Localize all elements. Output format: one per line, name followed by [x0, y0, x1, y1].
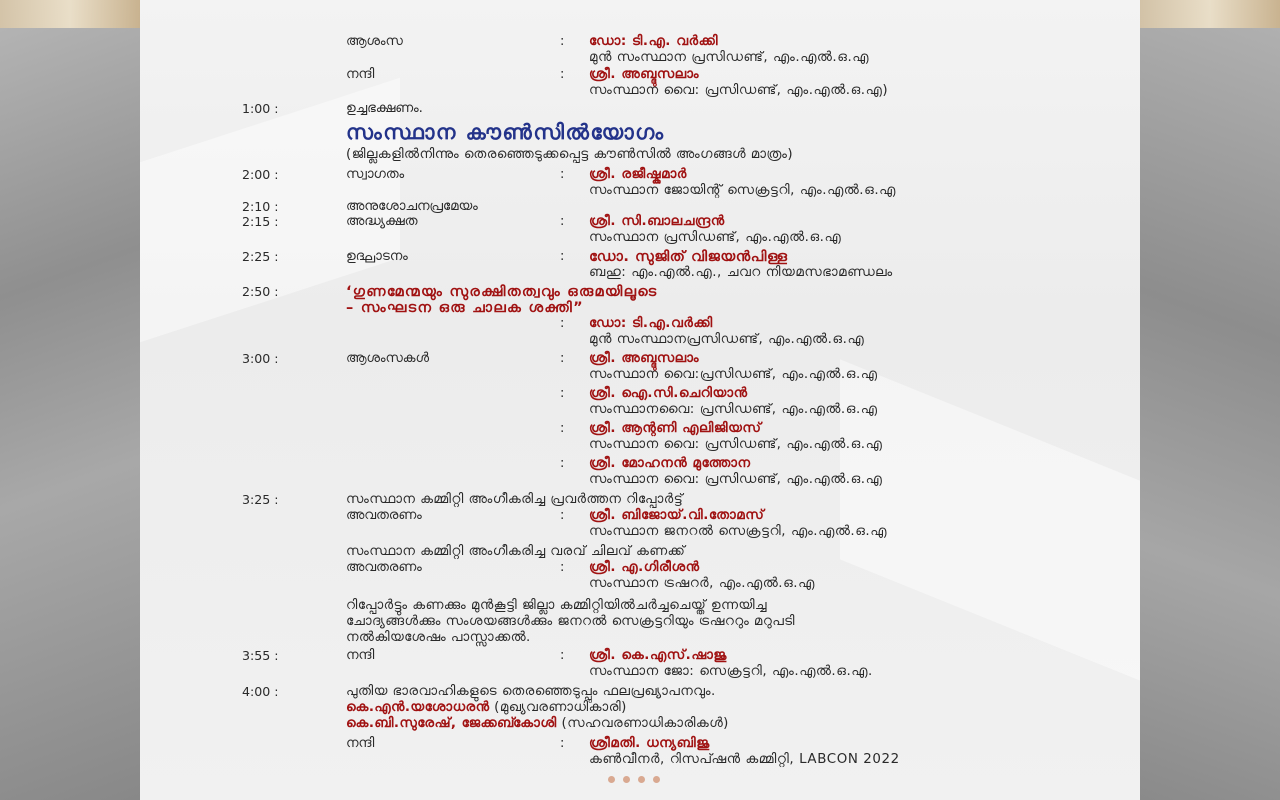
row-colon: :	[560, 67, 565, 82]
speaker-name: ശ്രീ. അബ്ദുസലാം	[589, 67, 700, 82]
speaker-designation: സംസ്ഥാന വൈ: പ്രസിഡണ്ട്, എം.എൽ.ഒ.എ	[589, 437, 883, 452]
row-label: നന്ദി	[346, 648, 375, 663]
time-slot: 2:00 :	[242, 167, 279, 182]
row-colon: :	[560, 648, 565, 663]
theme-line-2: – സംഘടന ഒരു ചാലക ശക്തി”	[346, 300, 584, 316]
speaker-name: ശ്രീ. സി.ബാലചന്ദ്രൻ	[589, 214, 725, 229]
row-label: അവതരണം	[346, 560, 422, 575]
speaker-name: ശ്രീ. അബ്ദുസലാം	[589, 351, 700, 366]
speaker-name: ശ്രീ. മോഹനൻ മുത്തോന	[589, 456, 751, 471]
lunch-text: ഉച്ചഭക്ഷണം.	[346, 101, 423, 116]
election-text: പുതിയ ഭാരവാഹികളുടെ തെരഞ്ഞെടുപ്പും ഫലപ്രഖ്യാപനവും.	[346, 684, 716, 699]
assistant-officers	[346, 716, 729, 732]
time-slot: 1:00 :	[242, 101, 279, 116]
speaker-name: ശ്രീ. കെ.എസ്.ഷാജു	[589, 648, 727, 663]
row-colon: :	[560, 34, 565, 49]
gold-accent-strip	[0, 0, 140, 28]
discussion-text: റിപ്പോർട്ടും കണക്കും മുൻകൂട്ടി ജില്ലാ കമ്മിറ്റിയിൽചർച്ചചെയ്ത് ഉന്നയിച്ച	[346, 598, 767, 613]
report-title: സംസ്ഥാന കമ്മിറ്റി അംഗീകരിച്ച പ്രവർത്തന റിപ്പോർട്ട്	[346, 492, 684, 507]
row-colon: :	[560, 456, 565, 471]
speaker-name: ഡോ: ടി.എ.വർക്കി	[589, 316, 713, 331]
speaker-name: ശ്രീമതി. ധന്യബിജു	[589, 736, 710, 751]
row-colon: :	[560, 249, 565, 264]
time-slot: 3:55 :	[242, 648, 279, 663]
time-slot: 2:15 :	[242, 214, 279, 229]
time-slot: 2:50 :	[242, 284, 279, 299]
returning-officer	[346, 700, 627, 716]
officer-role: (മുഖ്യവരണാധികാരി)	[494, 700, 627, 715]
row-label: നന്ദി	[346, 67, 375, 82]
row-colon: :	[560, 214, 565, 229]
speaker-name: ശ്രീ. ആന്റണി എലിജിയസ്	[589, 421, 762, 436]
speaker-name: ശ്രീ. ബിജോയ്.വി.തോമസ്	[589, 508, 765, 523]
time-slot: 2:10 :	[242, 199, 279, 214]
speaker-designation: സംസ്ഥാന വൈ: പ്രസിഡണ്ട്, എം.എൽ.ഒ.എ	[589, 472, 883, 487]
speaker-name: ശ്രീ. എ.ഗിരീശൻ	[589, 560, 700, 575]
time-slot: 2:25 :	[242, 249, 279, 264]
time-slot: 4:00 :	[242, 684, 279, 699]
speaker-name: ഡോ. സുജിത് വിജയൻപിള്ള	[589, 249, 788, 265]
speaker-designation: സംസ്ഥാന വൈ:പ്രസിഡണ്ട്, എം.എൽ.ഒ.എ	[589, 367, 878, 382]
speaker-designation: കൺവീനർ, റിസപ്ഷൻ കമ്മിറ്റി, LABCON 2022	[589, 752, 900, 767]
page-indicator-dots	[608, 768, 668, 787]
time-slot: 3:25 :	[242, 492, 279, 507]
section-heading: സംസ്ഥാന കൗൺസിൽയോഗം	[346, 120, 665, 144]
officer-names: കെ.ബി.സുരേഷ്, ജേക്കബ്കോശി	[346, 716, 557, 731]
speaker-designation: മുൻ സംസ്ഥാന പ്രസിഡണ്ട്, എം.എൽ.ഒ.എ	[589, 50, 870, 65]
row-colon: :	[560, 386, 565, 401]
row-label: അവതരണം	[346, 508, 422, 523]
row-colon: :	[560, 736, 565, 751]
row-colon: :	[560, 167, 565, 182]
dot-icon	[623, 776, 630, 783]
row-label: ആശംസകൾ	[346, 351, 429, 366]
officer-role: (സഹവരണാധികാരികൾ)	[561, 716, 729, 731]
row-colon: :	[560, 316, 565, 331]
left-background-panel	[0, 0, 140, 800]
speaker-designation: സംസ്ഥാന പ്രസിഡണ്ട്, എം.എൽ.ഒ.എ	[589, 230, 842, 245]
speaker-designation: സംസ്ഥാന വൈ: പ്രസിഡണ്ട്, എം.എൽ.ഒ.എ)	[589, 83, 889, 98]
theme-line-1: ‘ഗുണമേന്മയും സുരക്ഷിതത്വവും ഒരുമയിലൂടെ	[346, 284, 658, 300]
row-label: അദ്ധ്യക്ഷത	[346, 214, 418, 229]
right-background-panel	[1140, 0, 1280, 800]
dot-icon	[653, 776, 660, 783]
row-colon: :	[560, 421, 565, 436]
speaker-designation: സംസ്ഥാന ജനറൽ സെക്രട്ടറി, എം.എൽ.ഒ.എ	[589, 524, 887, 539]
speaker-designation: മുൻ സംസ്ഥാനപ്രസിഡണ്ട്, എം.എൽ.ഒ.എ	[589, 332, 865, 347]
row-label: നന്ദി	[346, 736, 375, 751]
time-slot: 3:00 :	[242, 351, 279, 366]
officer-name: കെ.എൻ.യശോധരൻ	[346, 700, 490, 715]
row-colon: :	[560, 560, 565, 575]
speaker-name: ശ്രീ. രജീഷ്കുമാർ	[589, 167, 687, 182]
accounts-title: സംസ്ഥാന കമ്മിറ്റി അംഗീകരിച്ച വരവ് ചിലവ് കണക്ക്	[346, 544, 686, 559]
row-label: ഉദ്ഘാടനം	[346, 249, 408, 264]
dot-icon	[608, 776, 615, 783]
speaker-name: ഡോ: ടി.എ. വർക്കി	[589, 34, 719, 49]
background-facet	[840, 359, 1140, 680]
condolence-text: അനുശോചനപ്രമേയം	[346, 199, 478, 214]
speaker-designation: സംസ്ഥാന ട്രഷറർ, എം.എൽ.ഒ.എ	[589, 576, 815, 591]
speaker-designation: ബഹു: എം.എൽ.എ., ചവറ നിയമസഭാമണ്ഡലം	[589, 265, 893, 280]
row-colon: :	[560, 508, 565, 523]
dot-icon	[638, 776, 645, 783]
row-label: സ്വാഗതം	[346, 167, 405, 182]
speaker-designation: സംസ്ഥാനവൈ: പ്രസിഡണ്ട്, എം.എൽ.ഒ.എ	[589, 402, 878, 417]
row-label: ആശംസ	[346, 34, 403, 49]
discussion-text: നൽകിയശേഷം പാസ്സാക്കൽ.	[346, 630, 531, 645]
speaker-designation: സംസ്ഥാന ജോ: സെക്രട്ടറി, എം.എൽ.ഒ.എ.	[589, 664, 873, 679]
row-colon: :	[560, 351, 565, 366]
discussion-text: ചോദ്യങ്ങൾക്കും സംശയങ്ങൾക്കും ജനറൽ സെക്രട്ടറിയും ട്രഷററും മറുപടി	[346, 614, 795, 629]
council-note: (ജില്ലകളിൽനിന്നും തെരഞ്ഞെടുക്കപ്പെട്ട കൗൺസിൽ അംഗങ്ങൾ മാത്രം)	[346, 147, 794, 162]
speaker-designation: സംസ്ഥാന ജോയിന്റ് സെക്രട്ടറി, എം.എൽ.ഒ.എ	[589, 183, 896, 198]
speaker-name: ശ്രീ. ഐ.സി.ചെറിയാൻ	[589, 386, 748, 401]
gold-accent-strip	[1140, 0, 1280, 28]
